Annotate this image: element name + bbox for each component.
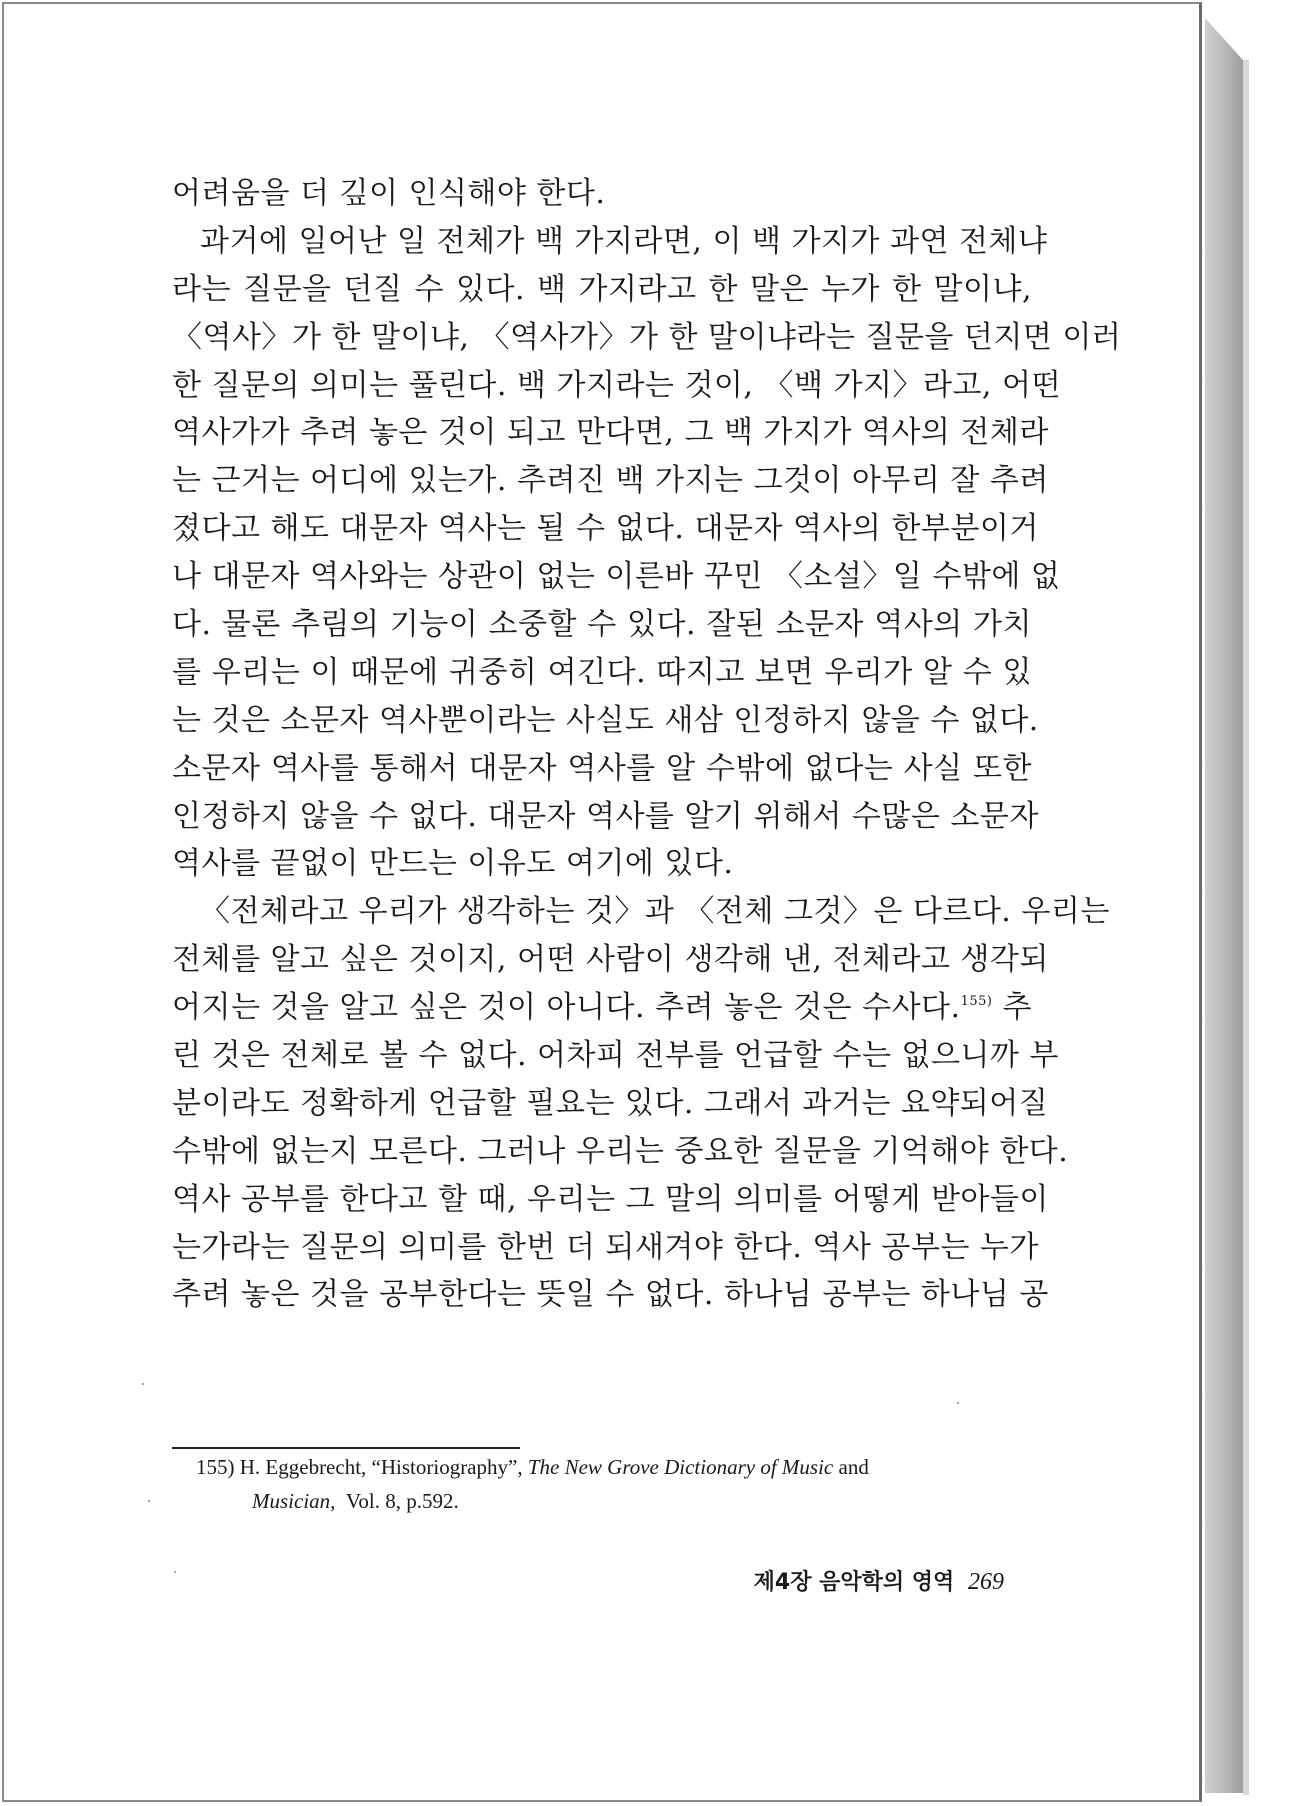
footnote-title: The New Grove Dictionary of Music <box>527 1455 834 1479</box>
text-segment: 추 <box>1002 990 1033 1026</box>
text-line: 추려 놓은 것을 공부한다는 뜻일 수 없다. 하나님 공부는 하나님 공 <box>172 1277 1049 1313</box>
text-line: 역사가가 추려 놓은 것이 되고 만다면, 그 백 가지가 역사의 전체라 <box>172 415 1049 451</box>
page-edge-shadow <box>1205 18 1245 1793</box>
page-number: 269 <box>968 1569 1004 1595</box>
text-line: 과거에 일어난 일 전체가 백 가지라면, 이 백 가지가 과연 전체냐 <box>200 223 1048 259</box>
text-line: 수밖에 없는지 모른다. 그러나 우리는 중요한 질문을 기억해야 한다. <box>172 1133 1069 1169</box>
text-line: 분이라도 정확하게 언급할 필요는 있다. 그래서 과거는 요약되어질 <box>172 1085 1049 1121</box>
footnote-divider <box>172 1447 520 1449</box>
scan-speck <box>174 1571 176 1573</box>
text-line: 나 대문자 역사와는 상관이 없는 이른바 꾸민 〈소설〉일 수밖에 없 <box>172 559 1061 595</box>
chapter-title: 제4장 음악학의 영역 <box>753 1570 955 1595</box>
text-line: 는 것은 소문자 역사뿐이라는 사실도 새삼 인정하지 않을 수 없다. <box>172 702 1039 738</box>
footnote-title-cont: Musician, <box>252 1489 336 1513</box>
text-segment: 어지는 것을 알고 싶은 것이 아니다. 추려 놓은 것은 수사다. <box>172 990 961 1026</box>
footnote-and: and <box>838 1455 869 1479</box>
text-line: 졌다고 해도 대문자 역사는 될 수 없다. 대문자 역사의 한부분이거 <box>172 511 1039 547</box>
text-line: 는가라는 질문의 의미를 한번 더 되새겨야 한다. 역사 공부는 누가 <box>172 1229 1039 1265</box>
page-edge-line <box>1243 60 1249 1795</box>
text-line: 역사를 끝없이 만드는 이유도 여기에 있다. <box>172 846 734 882</box>
text-line: 〈전체라고 우리가 생각하는 것〉과 〈전체 그것〉은 다르다. 우리는 <box>200 894 1110 930</box>
footnote <box>196 1450 1036 1518</box>
scan-speck <box>148 1500 150 1502</box>
text-line: 를 우리는 이 때문에 귀중히 여긴다. 따지고 보면 우리가 알 수 있 <box>172 654 1032 690</box>
text-line: 다. 물론 추림의 기능이 소중할 수 있다. 잘된 소문자 역사의 가치 <box>172 607 1032 643</box>
text-line: 소문자 역사를 통해서 대문자 역사를 알 수밖에 없다는 사실 또한 <box>172 750 1032 786</box>
footnote-line-1 <box>196 1450 1036 1484</box>
body-text <box>172 170 1122 1319</box>
text-line: 한 질문의 의미는 풀린다. 백 가지라는 것이, 〈백 가지〉라고, 어떤 <box>172 367 1061 403</box>
footnote-line-2 <box>196 1484 1036 1518</box>
text-line: 전체를 알고 싶은 것이지, 어떤 사람이 생각해 낸, 전체라고 생각되 <box>172 942 1049 978</box>
text-line: 린 것은 전체로 볼 수 없다. 어차피 전부를 언급할 수는 없으니까 부 <box>172 1038 1059 1074</box>
scan-speck <box>957 1402 959 1404</box>
running-footer <box>754 1565 1004 1596</box>
text-line: 인정하지 않을 수 없다. 대문자 역사를 알기 위해서 수많은 소문자 <box>172 798 1039 834</box>
text-line: 어려움을 더 깊이 인식해야 한다. <box>172 176 606 211</box>
text-line: 〈역사〉가 한 말이냐, 〈역사가〉가 한 말이냐라는 질문을 던지면 이러 <box>172 319 1122 355</box>
text-line: 역사 공부를 한다고 할 때, 우리는 그 말의 의미를 어떻게 받아들이 <box>172 1181 1049 1217</box>
text-line: 는 근거는 어디에 있는가. 추려진 백 가지는 그것이 아무리 잘 추려 <box>172 463 1049 499</box>
footnote-number: 155) <box>196 1455 235 1479</box>
footnote-volume: Vol. 8, p.592. <box>345 1489 459 1513</box>
text-line-with-footnote <box>172 984 1032 1032</box>
scan-speck <box>142 1383 144 1385</box>
footnote-author: H. Eggebrecht, “Historiography”, <box>239 1455 523 1479</box>
text-line: 라는 질문을 던질 수 있다. 백 가지라고 한 말은 누가 한 말이냐, <box>172 271 1032 307</box>
footnote-reference[interactable]: 155) <box>960 994 993 1010</box>
